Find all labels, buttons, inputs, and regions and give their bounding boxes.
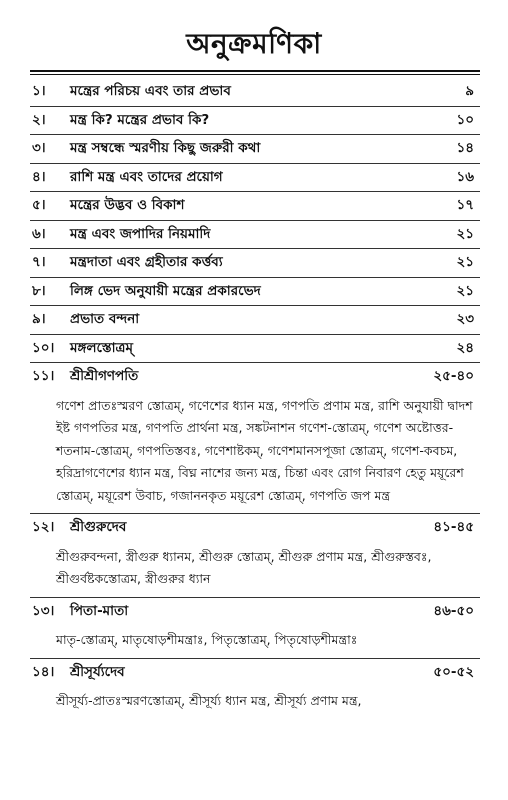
- toc-page: ৪১-৪৫: [433, 519, 474, 536]
- toc-page: ২৫-৪০: [433, 368, 474, 385]
- toc-number: ৮।: [32, 282, 46, 299]
- toc-number: ৯।: [32, 311, 46, 328]
- title-rule-thin: [30, 74, 480, 75]
- toc-label: লিঙ্গ ভেদ অনুযায়ী মন্ত্রের প্রকারভেদ: [70, 282, 261, 299]
- toc-number: ১।: [32, 83, 46, 100]
- toc-label: রাশি মন্ত্র এবং তাদের প্রয়োগ: [70, 168, 223, 185]
- toc-page: ১০: [456, 111, 474, 128]
- toc-row[interactable]: [30, 78, 480, 107]
- toc-label: শ্রীশ্রীগণপতি: [70, 368, 139, 385]
- toc-label: শ্রীসূর্য্যদেব: [70, 663, 125, 680]
- toc-page: ১৪: [456, 140, 474, 157]
- toc-page: ৫০-৫২: [433, 663, 474, 680]
- toc-section-description: শ্রীসূর্য্য-প্রাতঃস্মরণস্তোত্রম্, শ্রীসূর্য্য ধ্যান মন্ত্র, শ্রীসূর্য্য প্রণাম মন্ত্র,: [56, 693, 362, 708]
- toc-number: ৬।: [32, 225, 46, 242]
- toc-page: ২৩: [456, 311, 474, 328]
- toc-label: মন্ত্রের উদ্ভব ও বিকাশ: [70, 197, 185, 214]
- toc-number: ১৩।: [32, 602, 55, 619]
- toc-label: মঙ্গলস্তোত্রম্: [70, 339, 133, 356]
- toc-label: মন্ত্রের পরিচয় এবং তার প্রভাব: [70, 83, 231, 100]
- title-rule: [30, 70, 480, 72]
- toc-section-row[interactable]: [30, 659, 480, 687]
- page-title: অনুক্রমণিকা: [186, 27, 322, 60]
- toc-number: ৫।: [32, 197, 46, 214]
- toc-row[interactable]: [30, 192, 480, 221]
- toc-label: মন্ত্র এবং জপাদির নিয়মাদি: [70, 225, 211, 242]
- toc-page: ১৭: [456, 197, 474, 214]
- toc-list: [30, 78, 480, 719]
- toc-row[interactable]: [30, 335, 480, 364]
- toc-row[interactable]: [30, 278, 480, 307]
- toc-page: ২১: [456, 225, 474, 242]
- toc-label: মন্ত্র কি? মন্ত্রের প্রভাব কি?: [70, 111, 210, 128]
- toc-row[interactable]: [30, 107, 480, 136]
- toc-page: ৯: [465, 83, 474, 100]
- toc-number: ১২।: [32, 519, 55, 536]
- toc-section-row[interactable]: [30, 598, 480, 626]
- toc-number: ৩।: [32, 140, 46, 157]
- toc-page: ২১: [456, 282, 474, 299]
- toc-section-description: গণেশ প্রাতঃস্মরণ স্তোত্রম্, গণেশের ধ্যান মন্ত্র, গণপতি প্রণাম মন্ত্র, রাশি অনুযায়ী দ্বাদশ ইষ্ট গণপতির মন্ত্র, গণপতি প্রার্থনা মন্ত্র, সঙ্কটনাশন গণেশ-স্তোত্রম্, গণেশ অষ্টোত্তর-শতনাম-স্তোত্রম্, গণপতিস্তবঃ, গণেশাষ্টকম্, গণেশমানসপূজা স্তোত্রম্, গণেশ-কবচম, হরিদ্রাগণেশের ধ্যান মন্ত্র, বিঘ্ন নাশের জন্য মন্ত্র, চিন্তা এবং রোগ নিবারণ হেতু ময়ূরেশ স্তোত্রম্, ময়ূরেশ উবাচ, গজাননকৃত ময়ূরেশ স্তোত্রম্, গণপতি জপ মন্ত্র: [30, 391, 480, 515]
- toc-number: ৭।: [32, 254, 46, 271]
- toc-number: ১০।: [32, 339, 55, 356]
- toc-row[interactable]: [30, 164, 480, 193]
- toc-row[interactable]: [30, 221, 480, 250]
- toc-page: ২১: [456, 254, 474, 271]
- toc-label: প্রভাত বন্দনা: [70, 311, 140, 328]
- toc-label: মন্ত্র সম্বন্ধে স্মরণীয় কিছু জরুরী কথা: [70, 140, 261, 157]
- toc-row[interactable]: [30, 306, 480, 335]
- toc-label: মন্ত্রদাতা এবং গ্রহীতার কর্ত্তব্য: [70, 254, 223, 271]
- toc-section-description: শ্রীগুরুবন্দনা, স্ত্রীগুরু ধ্যানম, শ্রীগুরু স্তোত্রম্, শ্রীগুরু প্রণাম মন্ত্র, শ্রীগুরুস্তবঃ, শ্রীগুর্বষ্টকস্তোত্রম, স্ত্রীগুরুর ধ্যান: [30, 542, 480, 598]
- toc-number: ১৪।: [32, 663, 55, 680]
- toc-number: ২।: [32, 111, 46, 128]
- toc-number: ১১।: [32, 368, 55, 385]
- toc-label: পিতা-মাতা: [70, 602, 129, 619]
- toc-label: শ্রীগুরুদেব: [70, 519, 127, 536]
- toc-row[interactable]: [30, 249, 480, 278]
- toc-row[interactable]: [30, 135, 480, 164]
- toc-page: ৪৬-৫০: [433, 602, 474, 619]
- toc-section-row[interactable]: [30, 514, 480, 542]
- toc-page: ১৬: [456, 168, 474, 185]
- toc-number: ৪।: [32, 168, 46, 185]
- toc-page: ২৪: [456, 339, 474, 356]
- toc-section-row[interactable]: [30, 363, 480, 391]
- toc-section-description: মাতৃ-স্তোত্রম্, মাতৃষোড়শীমন্ত্রাঃ, পিতৃস্তোত্রম্, পিতৃষোড়শীমন্ত্রাঃ: [30, 625, 480, 659]
